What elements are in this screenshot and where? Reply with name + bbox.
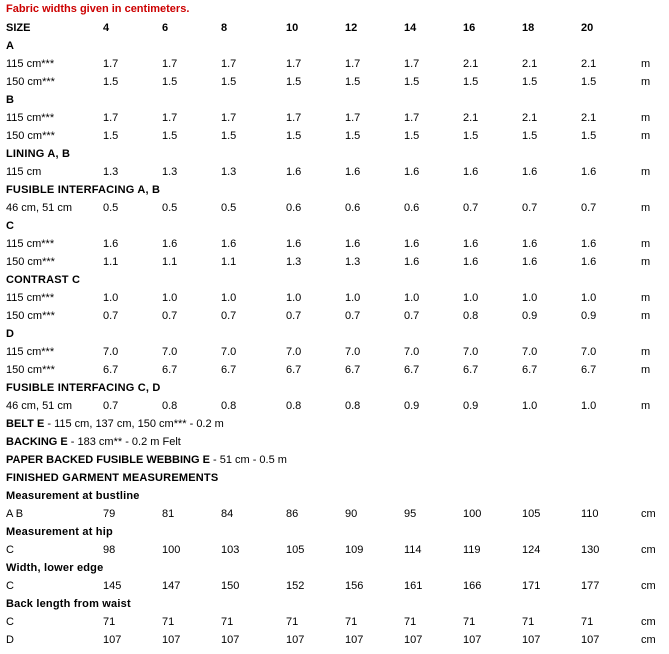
- section-heading: [0, 219, 669, 237]
- row-value: 71: [103, 616, 116, 628]
- row-unit: m: [641, 166, 651, 178]
- row-value: 1.5: [404, 76, 420, 88]
- row-label: 150 cm***: [6, 256, 55, 268]
- info-line-label: BACKING E: [6, 436, 68, 448]
- section-heading-text: FINISHED GARMENT MEASUREMENTS: [6, 472, 219, 484]
- row-value: 124: [522, 544, 541, 556]
- row-unit: m: [641, 202, 651, 214]
- section-heading-text: FUSIBLE INTERFACING C, D: [6, 382, 161, 394]
- row-unit: m: [641, 238, 651, 250]
- size-header-cell: 12: [345, 22, 358, 34]
- row-value: 1.0: [162, 292, 178, 304]
- info-line-text: BELT E - 115 cm, 137 cm, 150 cm*** - 0.2 m: [6, 418, 224, 430]
- section-heading: [0, 273, 669, 291]
- row-value: 107: [522, 634, 541, 646]
- table-row: [0, 309, 669, 327]
- table-row: [0, 165, 669, 183]
- row-value: 1.7: [345, 58, 361, 70]
- row-value: 84: [221, 508, 234, 520]
- row-value: 1.6: [404, 256, 420, 268]
- row-value: 1.7: [404, 58, 420, 70]
- row-value: 0.7: [522, 202, 538, 214]
- row-value: 1.5: [162, 130, 178, 142]
- row-value: 100: [162, 544, 181, 556]
- section-heading: [0, 147, 669, 165]
- table-row: [0, 255, 669, 273]
- row-label: C: [6, 544, 14, 556]
- row-value: 1.5: [103, 76, 119, 88]
- row-value: 1.6: [463, 256, 479, 268]
- section-heading: [0, 597, 669, 615]
- row-value: 145: [103, 580, 122, 592]
- row-label: 115 cm: [6, 166, 42, 178]
- row-value: 1.3: [286, 256, 302, 268]
- row-value: 1.0: [286, 292, 302, 304]
- row-value: 6.7: [404, 364, 420, 376]
- row-value: 107: [286, 634, 305, 646]
- row-value: 0.7: [404, 310, 420, 322]
- row-value: 71: [404, 616, 417, 628]
- row-value: 1.0: [404, 292, 420, 304]
- row-value: 0.9: [404, 400, 420, 412]
- row-value: 1.7: [404, 112, 420, 124]
- row-value: 1.3: [162, 166, 178, 178]
- row-value: 1.5: [581, 76, 597, 88]
- row-value: 0.6: [404, 202, 420, 214]
- row-value: 0.8: [162, 400, 178, 412]
- table-row: [0, 399, 669, 417]
- row-value: 1.7: [103, 58, 119, 70]
- row-value: 161: [404, 580, 423, 592]
- row-value: 71: [345, 616, 358, 628]
- row-value: 1.7: [286, 58, 302, 70]
- row-value: 1.1: [103, 256, 119, 268]
- size-header-cell: 14: [404, 22, 417, 34]
- table-row: [0, 129, 669, 147]
- row-value: 1.5: [345, 76, 361, 88]
- row-value: 95: [404, 508, 417, 520]
- row-value: 7.0: [522, 346, 538, 358]
- section-heading-text: Width, lower edge: [6, 562, 104, 574]
- section-heading: [0, 381, 669, 399]
- row-value: 79: [103, 508, 116, 520]
- row-value: 0.7: [221, 310, 237, 322]
- row-value: 2.1: [463, 58, 479, 70]
- section-heading-text: B: [6, 94, 15, 106]
- section-heading-text: C: [6, 220, 15, 232]
- row-value: 1.5: [463, 76, 479, 88]
- row-value: 1.7: [221, 58, 237, 70]
- row-value: 6.7: [463, 364, 479, 376]
- row-value: 1.6: [286, 166, 302, 178]
- row-unit: cm: [641, 508, 656, 520]
- row-value: 1.7: [345, 112, 361, 124]
- info-line: [0, 453, 669, 471]
- row-value: 0.8: [286, 400, 302, 412]
- section-heading: [0, 183, 669, 201]
- row-value: 0.8: [221, 400, 237, 412]
- row-value: 1.5: [404, 130, 420, 142]
- row-value: 107: [103, 634, 122, 646]
- row-value: 1.6: [286, 238, 302, 250]
- row-value: 6.7: [522, 364, 538, 376]
- row-value: 1.1: [162, 256, 178, 268]
- row-label: C: [6, 580, 14, 592]
- row-value: 7.0: [286, 346, 302, 358]
- table-row: [0, 363, 669, 381]
- row-value: 6.7: [103, 364, 119, 376]
- section-heading-text: Back length from waist: [6, 598, 131, 610]
- size-header-row: [0, 21, 669, 39]
- row-value: 1.0: [581, 292, 597, 304]
- row-value: 1.6: [404, 166, 420, 178]
- row-value: 1.7: [162, 58, 178, 70]
- row-value: 0.9: [522, 310, 538, 322]
- row-value: 1.5: [522, 130, 538, 142]
- row-value: 98: [103, 544, 116, 556]
- section-heading: [0, 327, 669, 345]
- row-value: 1.6: [221, 238, 237, 250]
- table-row: [0, 507, 669, 525]
- row-value: 1.6: [522, 256, 538, 268]
- table-row: [0, 345, 669, 363]
- section-heading: [0, 93, 669, 111]
- section-heading-text: FUSIBLE INTERFACING A, B: [6, 184, 161, 196]
- section-heading: [0, 471, 669, 489]
- row-value: 1.5: [345, 130, 361, 142]
- row-label: 115 cm***: [6, 238, 55, 250]
- size-header-cell: 20: [581, 22, 594, 34]
- row-label: 115 cm***: [6, 346, 55, 358]
- row-value: 105: [286, 544, 305, 556]
- row-value: 1.3: [221, 166, 237, 178]
- table-row: [0, 237, 669, 255]
- section-heading-text: Measurement at hip: [6, 526, 113, 538]
- row-unit: m: [641, 400, 651, 412]
- row-value: 0.8: [345, 400, 361, 412]
- row-value: 1.0: [221, 292, 237, 304]
- row-unit: cm: [641, 544, 656, 556]
- row-value: 2.1: [463, 112, 479, 124]
- row-value: 107: [162, 634, 181, 646]
- row-value: 0.8: [463, 310, 479, 322]
- table-row: [0, 75, 669, 93]
- row-value: 130: [581, 544, 600, 556]
- row-value: 152: [286, 580, 305, 592]
- section-heading-text: LINING A, B: [6, 148, 71, 160]
- row-value: 2.1: [581, 58, 597, 70]
- row-label: C: [6, 616, 14, 628]
- row-value: 1.6: [581, 166, 597, 178]
- row-value: 107: [404, 634, 423, 646]
- row-value: 107: [221, 634, 240, 646]
- row-value: 6.7: [345, 364, 361, 376]
- row-label: 150 cm***: [6, 76, 55, 88]
- info-line-text: BACKING E - 183 cm** - 0.2 m Felt: [6, 436, 181, 448]
- row-label: 46 cm, 51 cm: [6, 202, 73, 214]
- section-heading: [0, 489, 669, 507]
- row-value: 0.7: [286, 310, 302, 322]
- info-line-text: PAPER BACKED FUSIBLE WEBBING E - 51 cm - 0.5 m: [6, 454, 287, 466]
- row-value: 7.0: [345, 346, 361, 358]
- row-value: 1.5: [221, 130, 237, 142]
- row-value: 0.5: [221, 202, 237, 214]
- row-value: 1.7: [162, 112, 178, 124]
- row-value: 1.5: [286, 76, 302, 88]
- size-header-label: SIZE: [6, 22, 31, 34]
- row-value: 0.7: [345, 310, 361, 322]
- row-value: 90: [345, 508, 358, 520]
- section-heading: [0, 525, 669, 543]
- row-value: 1.5: [286, 130, 302, 142]
- row-value: 1.6: [522, 238, 538, 250]
- row-value: 1.6: [463, 166, 479, 178]
- row-value: 1.6: [581, 238, 597, 250]
- row-value: 0.7: [103, 400, 119, 412]
- row-value: 1.5: [103, 130, 119, 142]
- row-value: 107: [581, 634, 600, 646]
- section-heading: [0, 39, 669, 57]
- row-value: 0.5: [103, 202, 119, 214]
- row-value: 1.0: [345, 292, 361, 304]
- row-unit: m: [641, 130, 651, 142]
- row-value: 100: [463, 508, 482, 520]
- row-value: 6.7: [286, 364, 302, 376]
- row-value: 71: [581, 616, 594, 628]
- row-unit: cm: [641, 580, 656, 592]
- size-header-cell: 18: [522, 22, 535, 34]
- row-value: 0.7: [103, 310, 119, 322]
- row-unit: m: [641, 256, 651, 268]
- info-line-label: BELT E: [6, 418, 45, 430]
- row-value: 1.6: [522, 166, 538, 178]
- row-value: 114: [404, 544, 422, 556]
- table-row: [0, 291, 669, 309]
- section-heading-text: Measurement at bustline: [6, 490, 140, 502]
- size-header-cell: 10: [286, 22, 299, 34]
- table-row: [0, 201, 669, 219]
- table-row: [0, 543, 669, 561]
- row-value: 0.7: [162, 310, 178, 322]
- row-value: 1.6: [404, 238, 420, 250]
- row-value: 103: [221, 544, 240, 556]
- row-value: 6.7: [162, 364, 178, 376]
- row-value: 1.7: [286, 112, 302, 124]
- row-value: 156: [345, 580, 364, 592]
- row-value: 107: [345, 634, 364, 646]
- section-heading-text: D: [6, 328, 15, 340]
- row-value: 171: [522, 580, 541, 592]
- row-value: 1.7: [103, 112, 119, 124]
- table-row: [0, 57, 669, 75]
- size-header-cell: 8: [221, 22, 228, 34]
- row-label: A B: [6, 508, 24, 520]
- row-label: 150 cm***: [6, 364, 55, 376]
- row-value: 1.1: [221, 256, 237, 268]
- row-label: 115 cm***: [6, 58, 55, 70]
- row-value: 0.6: [345, 202, 361, 214]
- row-value: 1.7: [221, 112, 237, 124]
- row-value: 71: [522, 616, 535, 628]
- row-value: 1.5: [522, 76, 538, 88]
- row-value: 107: [463, 634, 482, 646]
- table-row: [0, 579, 669, 597]
- row-value: 1.0: [522, 400, 538, 412]
- fabric-width-note: Fabric widths given in centimeters.: [6, 3, 190, 15]
- row-label: 150 cm***: [6, 130, 55, 142]
- row-value: 0.7: [581, 202, 597, 214]
- info-line-label: PAPER BACKED FUSIBLE WEBBING E: [6, 454, 210, 466]
- row-value: 2.1: [581, 112, 597, 124]
- row-value: 166: [463, 580, 482, 592]
- section-heading-text: A: [6, 40, 15, 52]
- row-value: 1.6: [581, 256, 597, 268]
- row-unit: m: [641, 364, 651, 376]
- row-value: 1.5: [162, 76, 178, 88]
- row-value: 177: [581, 580, 600, 592]
- row-label: 46 cm, 51 cm: [6, 400, 73, 412]
- row-value: 7.0: [581, 346, 597, 358]
- row-value: 7.0: [103, 346, 119, 358]
- row-value: 71: [463, 616, 476, 628]
- row-unit: cm: [641, 634, 656, 646]
- row-value: 1.6: [162, 238, 178, 250]
- row-value: 2.1: [522, 112, 538, 124]
- row-value: 147: [162, 580, 181, 592]
- section-heading: [0, 561, 669, 579]
- row-value: 6.7: [581, 364, 597, 376]
- table-row: [0, 633, 669, 651]
- row-value: 1.5: [581, 130, 597, 142]
- row-value: 7.0: [221, 346, 237, 358]
- info-line: [0, 417, 669, 435]
- row-unit: m: [641, 292, 651, 304]
- table-row: [0, 111, 669, 129]
- row-value: 0.6: [286, 202, 302, 214]
- info-line: [0, 435, 669, 453]
- row-value: 0.9: [581, 310, 597, 322]
- table-row: [0, 615, 669, 633]
- row-value: 1.5: [463, 130, 479, 142]
- row-label: 115 cm***: [6, 292, 55, 304]
- size-header-cell: 16: [463, 22, 476, 34]
- size-header-cell: 6: [162, 22, 169, 34]
- row-unit: m: [641, 76, 651, 88]
- row-value: 150: [221, 580, 240, 592]
- row-value: 110: [581, 508, 599, 520]
- row-value: 119: [463, 544, 481, 556]
- row-unit: m: [641, 310, 651, 322]
- row-value: 1.0: [103, 292, 119, 304]
- row-value: 1.5: [221, 76, 237, 88]
- row-unit: m: [641, 112, 651, 124]
- row-value: 0.7: [463, 202, 479, 214]
- row-unit: cm: [641, 616, 656, 628]
- row-value: 1.0: [522, 292, 538, 304]
- row-value: 1.6: [345, 166, 361, 178]
- row-value: 6.7: [221, 364, 237, 376]
- row-value: 71: [286, 616, 299, 628]
- row-label: 150 cm***: [6, 310, 55, 322]
- row-value: 105: [522, 508, 541, 520]
- row-value: 81: [162, 508, 175, 520]
- row-value: 1.0: [463, 292, 479, 304]
- row-value: 0.9: [463, 400, 479, 412]
- row-value: 71: [162, 616, 175, 628]
- row-value: 1.0: [581, 400, 597, 412]
- row-value: 109: [345, 544, 364, 556]
- section-heading-text: CONTRAST C: [6, 274, 81, 286]
- row-value: 1.6: [463, 238, 479, 250]
- row-unit: m: [641, 346, 651, 358]
- row-value: 71: [221, 616, 234, 628]
- row-value: 1.6: [103, 238, 119, 250]
- row-value: 2.1: [522, 58, 538, 70]
- row-label: 115 cm***: [6, 112, 55, 124]
- row-value: 7.0: [162, 346, 178, 358]
- row-value: 1.6: [345, 238, 361, 250]
- row-value: 86: [286, 508, 299, 520]
- row-value: 7.0: [463, 346, 479, 358]
- row-value: 7.0: [404, 346, 420, 358]
- row-unit: m: [641, 58, 651, 70]
- row-value: 1.3: [345, 256, 361, 268]
- row-label: D: [6, 634, 14, 646]
- size-header-cell: 4: [103, 22, 110, 34]
- row-value: 1.3: [103, 166, 119, 178]
- row-value: 0.5: [162, 202, 178, 214]
